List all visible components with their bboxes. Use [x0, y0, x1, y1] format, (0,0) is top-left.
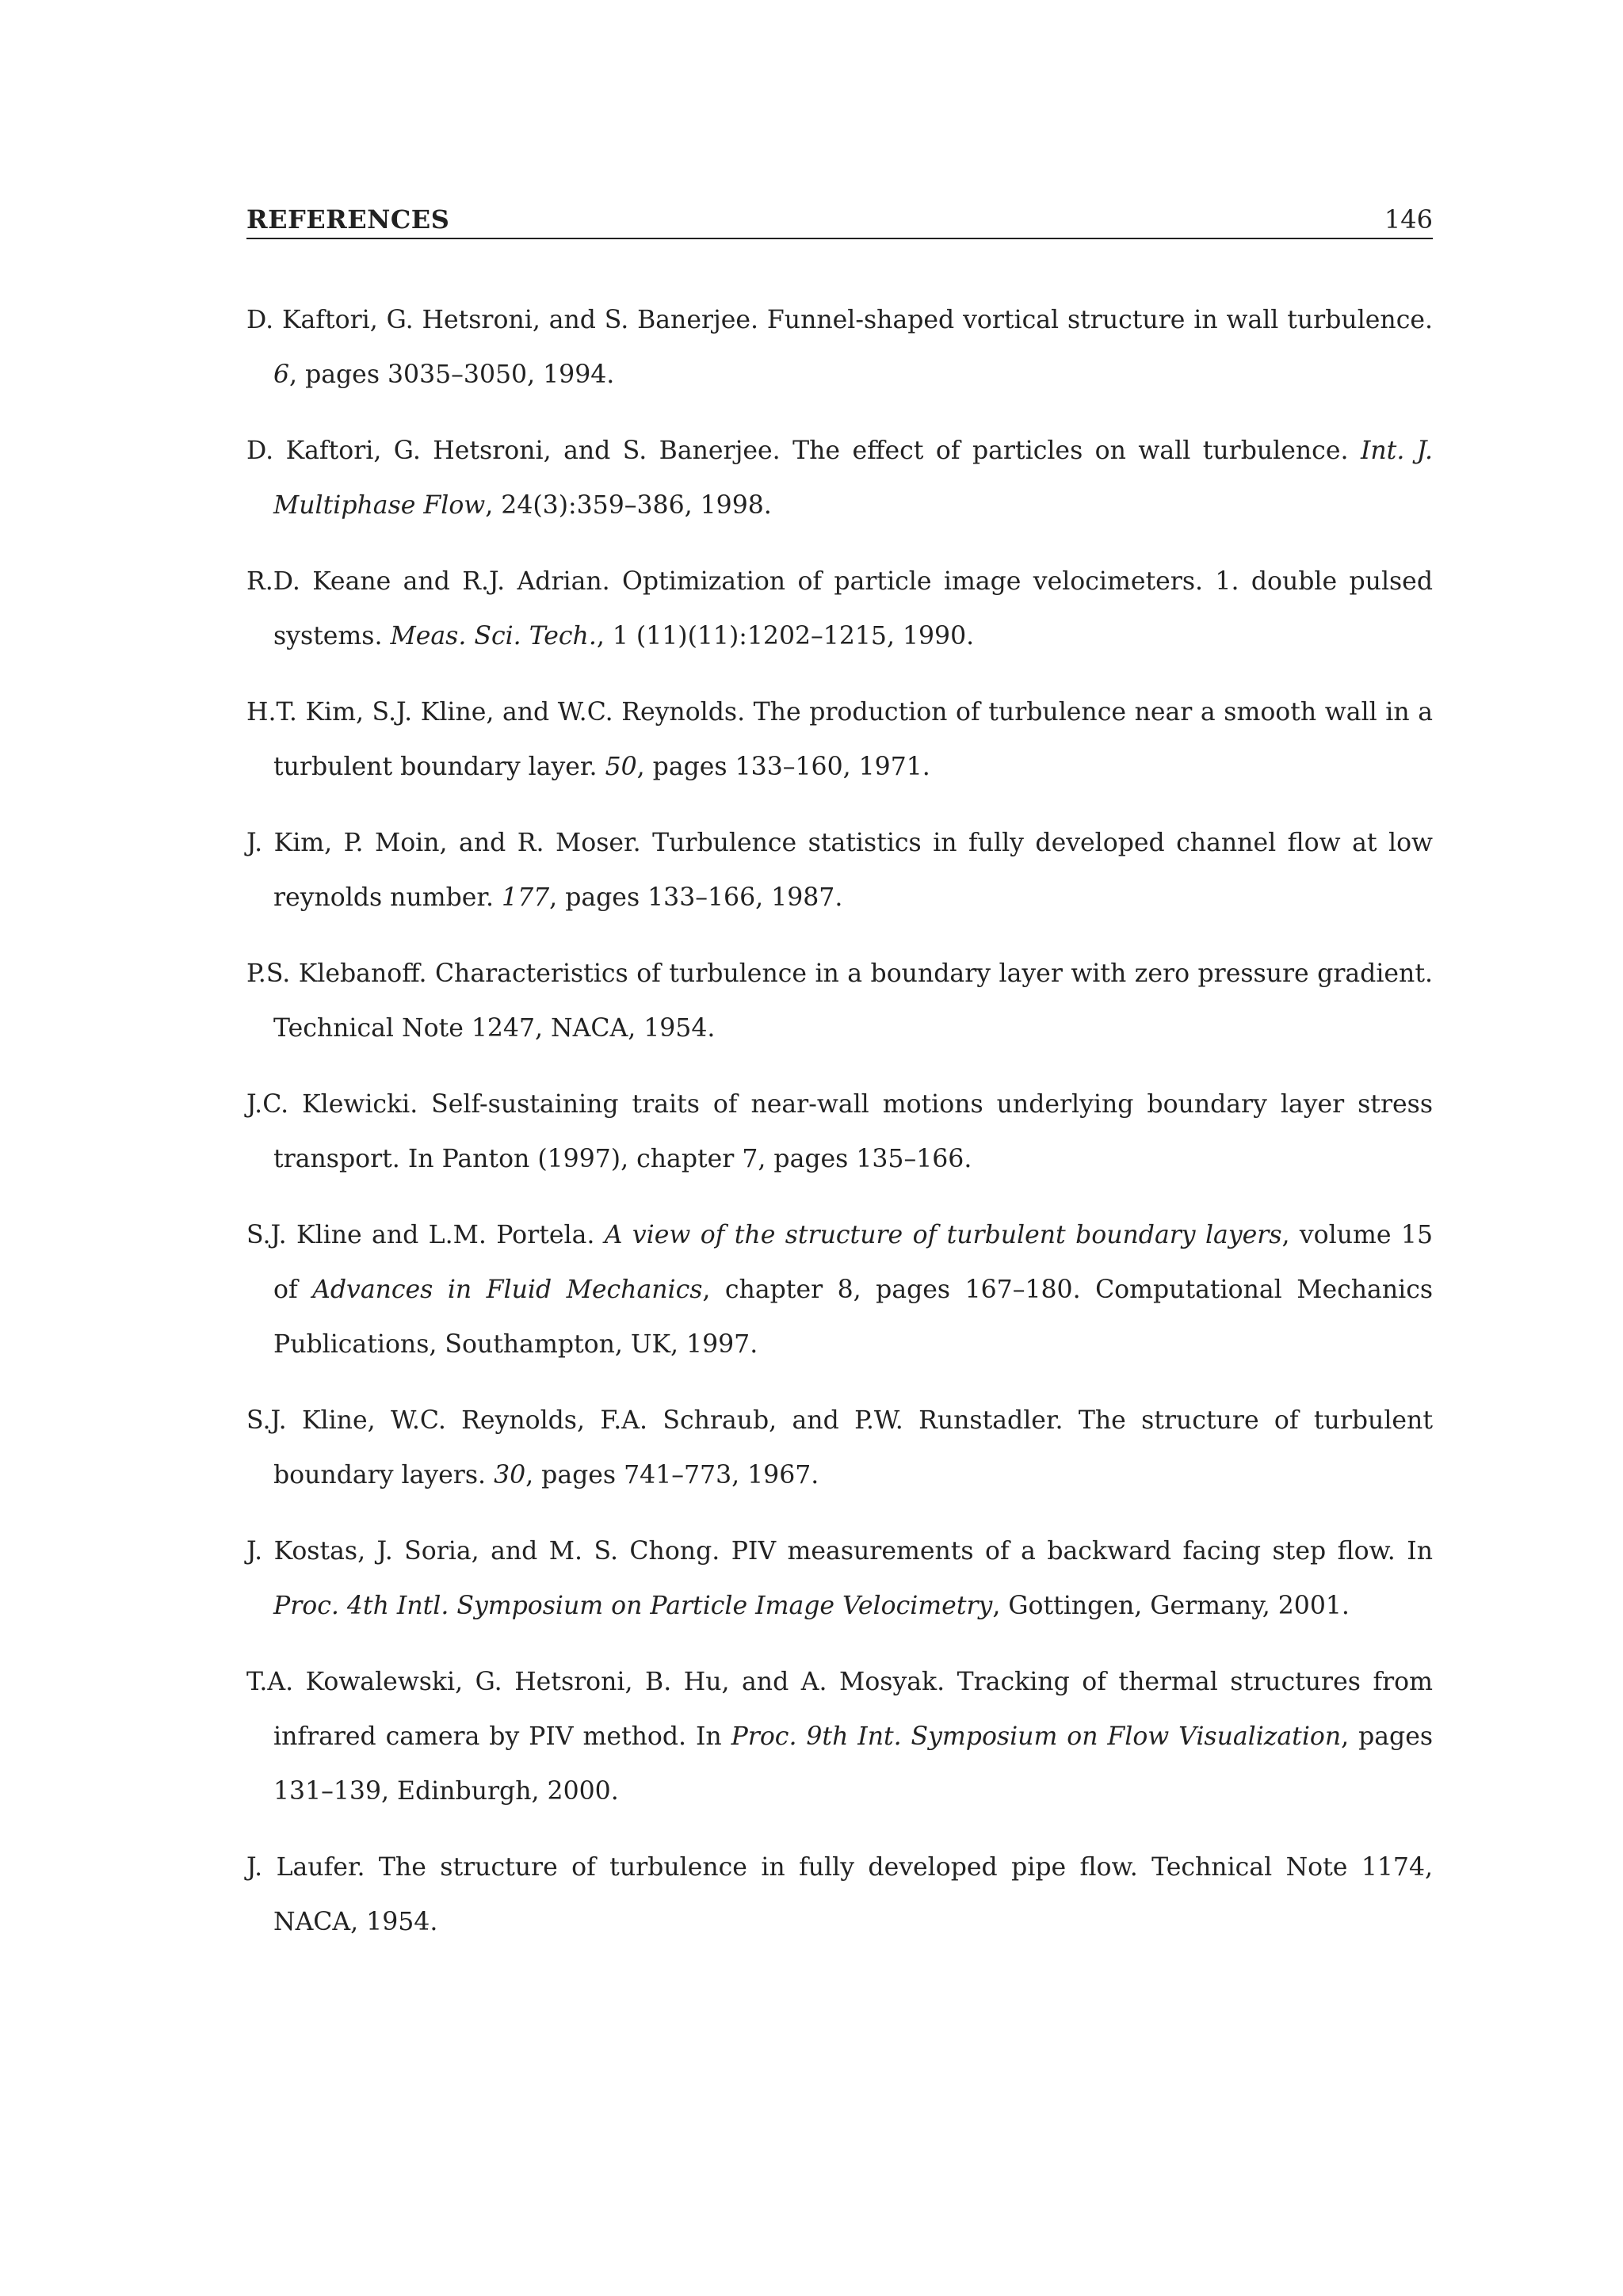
reference-proceedings: Proc. 4th Intl. Symposium on Particle Image Velocimetry	[273, 1592, 993, 1620]
reference-text: , Gottingen, Germany, 2001.	[992, 1592, 1350, 1620]
reference-entry	[246, 1394, 1433, 1503]
reference-proceedings: Proc. 9th Int. Symposium on Flow Visualization	[731, 1722, 1342, 1751]
reference-text: J. Kim, P. Moin, and R. Moser. Turbulence statistics in fully developed channel flow at low reynolds number.	[246, 829, 1433, 912]
reference-text: J.C. Klewicki. Self-sustaining traits of near-wall motions underlying boundary layer stress transport. In Panton (1997), chapter 7, pages 135–166.	[246, 1090, 1433, 1173]
reference-entry	[246, 555, 1433, 664]
reference-entry	[246, 947, 1433, 1056]
reference-volume: 30	[494, 1461, 526, 1489]
reference-text: J. Laufer. The structure of turbulence in fully developed pipe flow. Technical Note 1174, NACA, 1954.	[246, 1853, 1433, 1936]
reference-entry	[246, 293, 1433, 402]
page-number: 146	[1384, 204, 1433, 235]
reference-text: J. Kostas, J. Soria, and M. S. Chong. PIV measurements of a backward facing step flow. In	[246, 1537, 1433, 1566]
reference-text: D. Kaftori, G. Hetsroni, and S. Banerjee. The effect of particles on wall turbulence.	[246, 437, 1361, 465]
reference-text: , 24(3):359–386, 1998.	[485, 491, 772, 520]
reference-text: P.S. Klebanoff. Characteristics of turbulence in a boundary layer with zero pressure gradient. Technical Note 1247, NACA, 1954.	[246, 959, 1433, 1043]
reference-book-title: A view of the structure of turbulent boundary layers	[604, 1221, 1282, 1249]
reference-series: Advances in Fluid Mechanics	[312, 1276, 703, 1304]
reference-text: , pages 741–773, 1967.	[525, 1461, 819, 1489]
reference-text: T.A. Kowalewski, G. Hetsroni, B. Hu, and A. Mosyak. Tracking of thermal structures from infrared camera by PIV method. In	[246, 1668, 1433, 1751]
reference-text: D. Kaftori, G. Hetsroni, and S. Banerjee. Funnel-shaped vortical structure in wall turbulence.	[246, 306, 1433, 334]
reference-entry	[246, 1208, 1433, 1372]
reference-text: , chapter 8, pages 167–180. Computational Mechanics Publications, Southampton, UK, 1997.	[273, 1276, 1433, 1359]
reference-entry	[246, 424, 1433, 533]
reference-text: H.T. Kim, S.J. Kline, and W.C. Reynolds. The production of turbulence near a smooth wall in a turbulent boundary layer.	[246, 698, 1433, 781]
reference-journal: Meas. Sci. Tech.	[390, 622, 597, 650]
reference-volume: 50	[605, 753, 637, 781]
reference-text: , pages 3035–3050, 1994.	[289, 360, 615, 389]
section-title: REFERENCES	[246, 204, 450, 235]
reference-entry	[246, 1524, 1433, 1634]
reference-text: , pages 131–139, Edinburgh, 2000.	[273, 1722, 1434, 1806]
reference-list	[246, 293, 1433, 1971]
reference-entry	[246, 1655, 1433, 1819]
reference-text: , pages 133–160, 1971.	[636, 753, 930, 781]
reference-text: , 1 (11)(11):1202–1215, 1990.	[596, 622, 975, 650]
reference-volume: 177	[502, 883, 550, 912]
reference-volume: 6	[273, 360, 290, 389]
reference-text: S.J. Kline and L.M. Portela.	[246, 1221, 605, 1249]
reference-entry	[246, 816, 1433, 925]
reference-text: R.D. Keane and R.J. Adrian. Optimization of particle image velocimeters. 1. double pulsed systems.	[246, 567, 1433, 650]
reference-journal: Int. J. Multiphase Flow	[273, 437, 1433, 520]
reference-text: , pages 133–166, 1987.	[549, 883, 843, 912]
reference-text: S.J. Kline, W.C. Reynolds, F.A. Schraub, and P.W. Runstadler. The structure of turbulent boundary layers.	[246, 1406, 1433, 1489]
reference-entry	[246, 685, 1433, 795]
reference-text: , volume 15 of	[273, 1221, 1433, 1304]
reference-entry	[246, 1840, 1433, 1950]
reference-entry	[246, 1077, 1433, 1187]
running-header	[246, 204, 1433, 239]
